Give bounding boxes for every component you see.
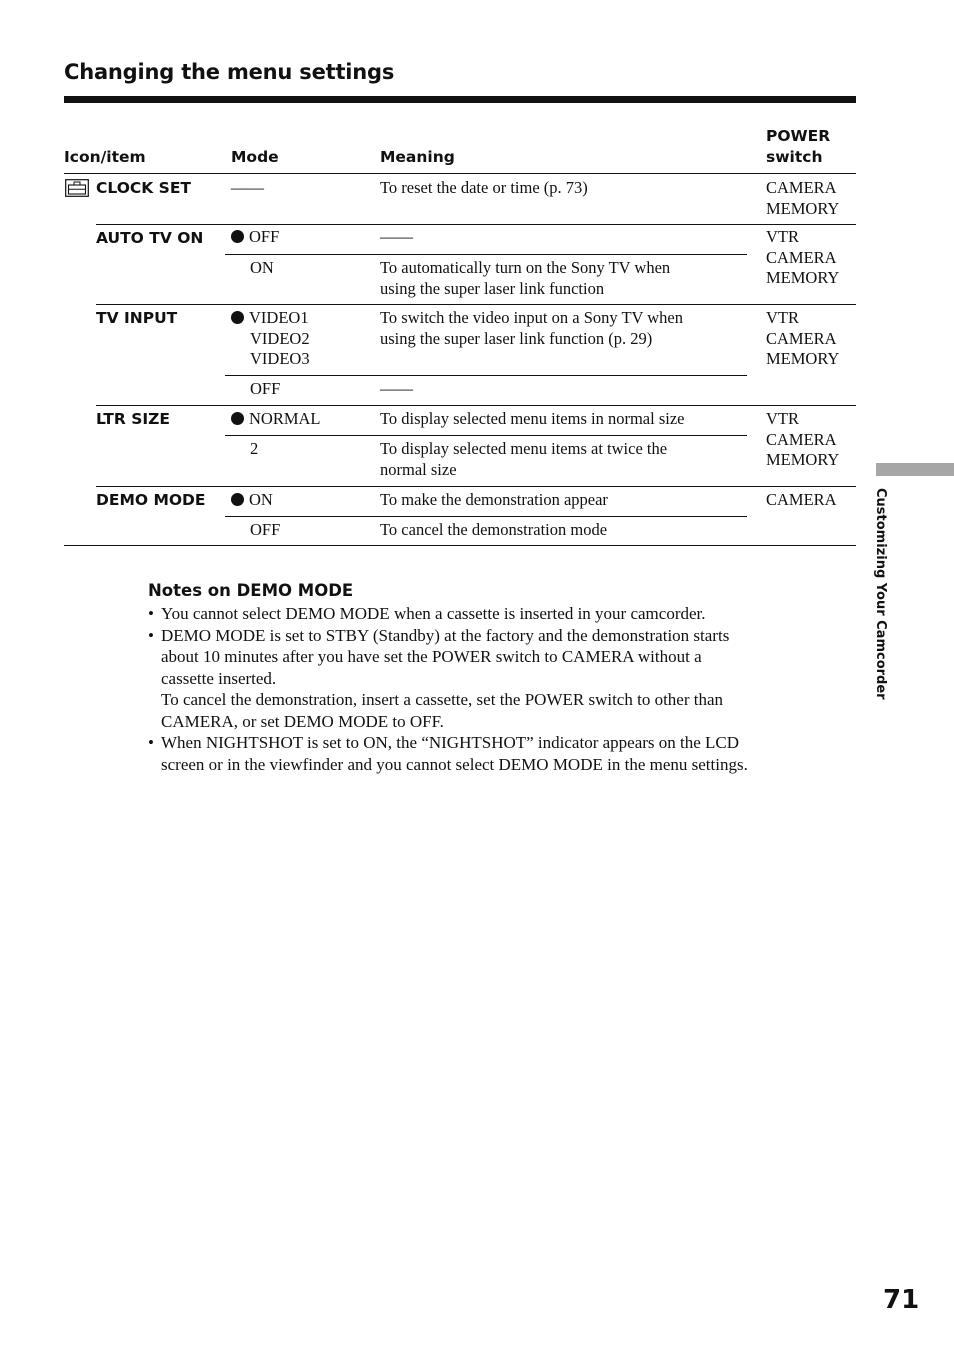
default-setting-bullet-icon xyxy=(231,230,244,243)
meaning-ltr-size-normal: To display selected menu items in normal size xyxy=(380,409,685,428)
mode-tv-input-default: VIDEO1 VIDEO2 VIDEO3 xyxy=(231,308,310,370)
page-title: Changing the menu settings xyxy=(64,60,395,84)
notes-title: Notes on DEMO MODE xyxy=(148,581,354,600)
meaning-auto-tv-on-off: —— xyxy=(380,227,413,246)
header-mode: Mode xyxy=(231,148,279,166)
mode-auto-tv-on-alt: ON xyxy=(250,258,274,277)
mode-demo-mode-off: OFF xyxy=(250,520,281,539)
sub-row-divider xyxy=(225,254,747,255)
item-tv-input: TV INPUT xyxy=(96,309,178,327)
mode-clock-set: —— xyxy=(231,178,264,197)
note-item: • You cannot select DEMO MODE when a cassette is inserted in your camcorder. xyxy=(148,604,706,623)
default-setting-bullet-icon xyxy=(231,493,244,506)
item-clock-set: CLOCK SET xyxy=(96,179,191,197)
item-auto-tv-on: AUTO TV ON xyxy=(96,229,204,247)
header-power-switch: POWER switch xyxy=(766,127,831,166)
power-auto-tv-on: VTR CAMERA MEMORY xyxy=(766,227,840,287)
item-ltr-size: LTR SIZE xyxy=(96,410,170,428)
power-tv-input: VTR CAMERA MEMORY xyxy=(766,308,840,368)
item-demo-mode: DEMO MODE xyxy=(96,491,206,509)
meaning-clock-set: To reset the date or time (p. 73) xyxy=(380,178,588,197)
note-item: • When NIGHTSHOT is set to ON, the “NIGHTSHOT” indicator appears on the LCD screen or in the viewfinder and you cannot select DEMO MODE in the menu settings. xyxy=(148,733,748,774)
meaning-tv-input-video: To switch the video input on a Sony TV when using the super laser link function (p. 29) xyxy=(380,308,684,348)
sub-row-divider xyxy=(225,375,747,376)
mode-tv-input-off: OFF xyxy=(250,379,281,398)
header-meaning: Meaning xyxy=(380,148,455,166)
mode-ltr-size-alt: 2 xyxy=(250,439,259,458)
header-icon-item: Icon/item xyxy=(64,148,146,166)
meaning-demo-mode-off: To cancel the demonstration mode xyxy=(380,520,608,539)
power-clock-set: CAMERA MEMORY xyxy=(766,178,840,218)
title-rule xyxy=(64,96,856,103)
bullet: • xyxy=(148,733,154,752)
row-divider xyxy=(96,486,856,487)
mode-ltr-size-default: NORMAL xyxy=(231,409,321,430)
table-header-rule xyxy=(64,173,856,174)
row-divider xyxy=(96,304,856,305)
table-bottom-rule xyxy=(64,545,856,546)
row-divider xyxy=(96,224,856,225)
power-demo-mode: CAMERA xyxy=(766,490,837,509)
sub-row-divider xyxy=(225,435,747,436)
side-tab-label: Customizing Your Camcorder xyxy=(873,488,888,700)
default-setting-bullet-icon xyxy=(231,311,244,324)
bullet: • xyxy=(148,625,154,645)
mode-demo-mode-default: ON xyxy=(231,490,273,511)
row-divider xyxy=(96,405,856,406)
meaning-tv-input-off: —— xyxy=(380,379,413,398)
mode-auto-tv-on-default: OFF xyxy=(231,227,279,248)
note-item: • DEMO MODE is set to STBY (Standby) at the factory and the demonstration starts about 10 minutes after you have set the POWER switch to CAMERA without a cassette inserted. To cancel the demonstration, insert a cassette, set the POWER switch to other than CAMERA, or set DEMO MODE to OFF. xyxy=(148,625,730,731)
clock-set-menu-icon xyxy=(65,179,89,197)
meaning-demo-mode-on: To make the demonstration appear xyxy=(380,490,608,509)
page-number: 71 xyxy=(883,1285,920,1315)
sub-row-divider xyxy=(225,516,747,517)
notes-list xyxy=(148,603,854,775)
power-ltr-size: VTR CAMERA MEMORY xyxy=(766,409,840,469)
side-tab-marker xyxy=(876,463,954,476)
meaning-ltr-size-2: To display selected menu items at twice the normal size xyxy=(380,439,668,479)
bullet: • xyxy=(148,604,154,623)
meaning-auto-tv-on-on: To automatically turn on the Sony TV when using the super laser link function xyxy=(380,258,671,298)
default-setting-bullet-icon xyxy=(231,412,244,425)
